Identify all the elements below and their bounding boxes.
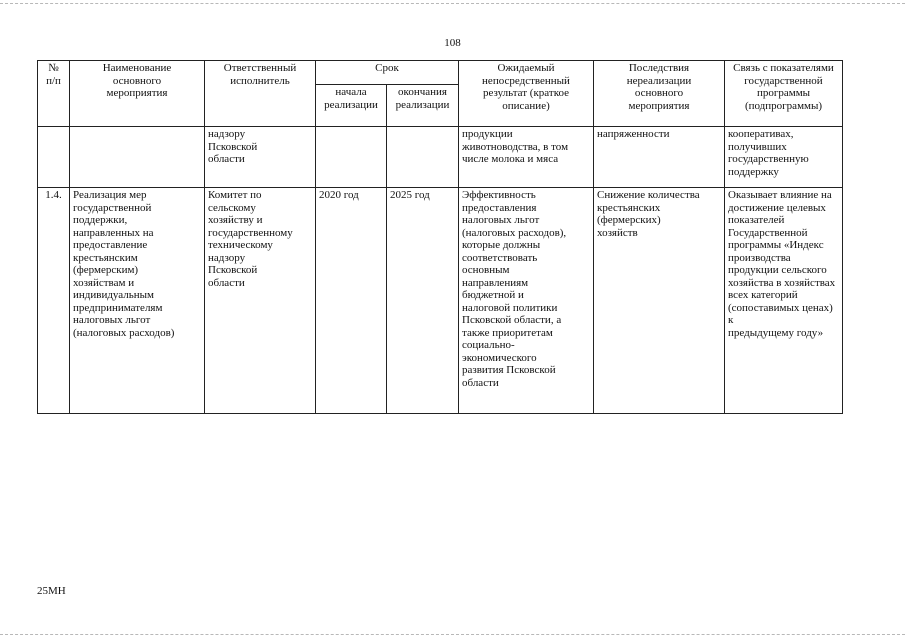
- cell-num: [38, 127, 70, 188]
- cell-end: 2025 год: [387, 188, 459, 414]
- measures-table: [37, 60, 843, 414]
- header-period-start: начала реализации: [316, 85, 387, 127]
- header-num: № п/п: [38, 61, 70, 127]
- scan-bottom-edge: [0, 634, 905, 635]
- header-consequences: Последствия нереализации основного мероприятия: [594, 61, 725, 127]
- header-row-1: [38, 61, 843, 85]
- header-result: Ожидаемый непосредственный результат (краткое описание): [459, 61, 594, 127]
- cell-consequences: Снижение количества крестьянских (фермерских) хозяйств: [594, 188, 725, 414]
- cell-executor: Комитет по сельскому хозяйству и государственному техническому надзору Псковской области: [205, 188, 316, 414]
- header-link: Связь с показателями государственной программы (подпрограммы): [725, 61, 843, 127]
- cell-start: [316, 127, 387, 188]
- header-period: Срок: [316, 61, 459, 85]
- scan-top-edge: [0, 3, 905, 4]
- cell-link: кооперативах, получивших государственную поддержку: [725, 127, 843, 188]
- cell-start: 2020 год: [316, 188, 387, 414]
- table-row: [38, 127, 843, 188]
- cell-executor: надзору Псковской области: [205, 127, 316, 188]
- header-executor: Ответственный исполнитель: [205, 61, 316, 127]
- cell-result: Эффективность предоставления налоговых льгот (налоговых расходов), которые должны соответствовать основным направлениям бюджетной и налоговой политики Псковской области, а также приоритетам социально- экономического развития Псковской области: [459, 188, 594, 414]
- cell-link: Оказывает влияние на достижение целевых показателей Государственной программы «Индекс производства продукции сельского хозяйства в хозяйствах всех категорий (сопоставимых ценах) к предыдущему году»: [725, 188, 843, 414]
- table-row: [38, 188, 843, 414]
- cell-num: 1.4.: [38, 188, 70, 414]
- page-number: 108: [444, 37, 461, 49]
- header-name: Наименование основного мероприятия: [70, 61, 205, 127]
- cell-end: [387, 127, 459, 188]
- cell-name: [70, 127, 205, 188]
- cell-result: продукции животноводства, в том числе молока и мяса: [459, 127, 594, 188]
- header-period-end: окончания реализации: [387, 85, 459, 127]
- cell-name: Реализация мер государственной поддержки, направленных на предоставление крестьянским (фермерским) хозяйствам и индивидуальным предпринимателям налоговых льгот (налоговых расходов): [70, 188, 205, 414]
- cell-consequences: напряженности: [594, 127, 725, 188]
- footer-code: 25МН: [37, 585, 66, 597]
